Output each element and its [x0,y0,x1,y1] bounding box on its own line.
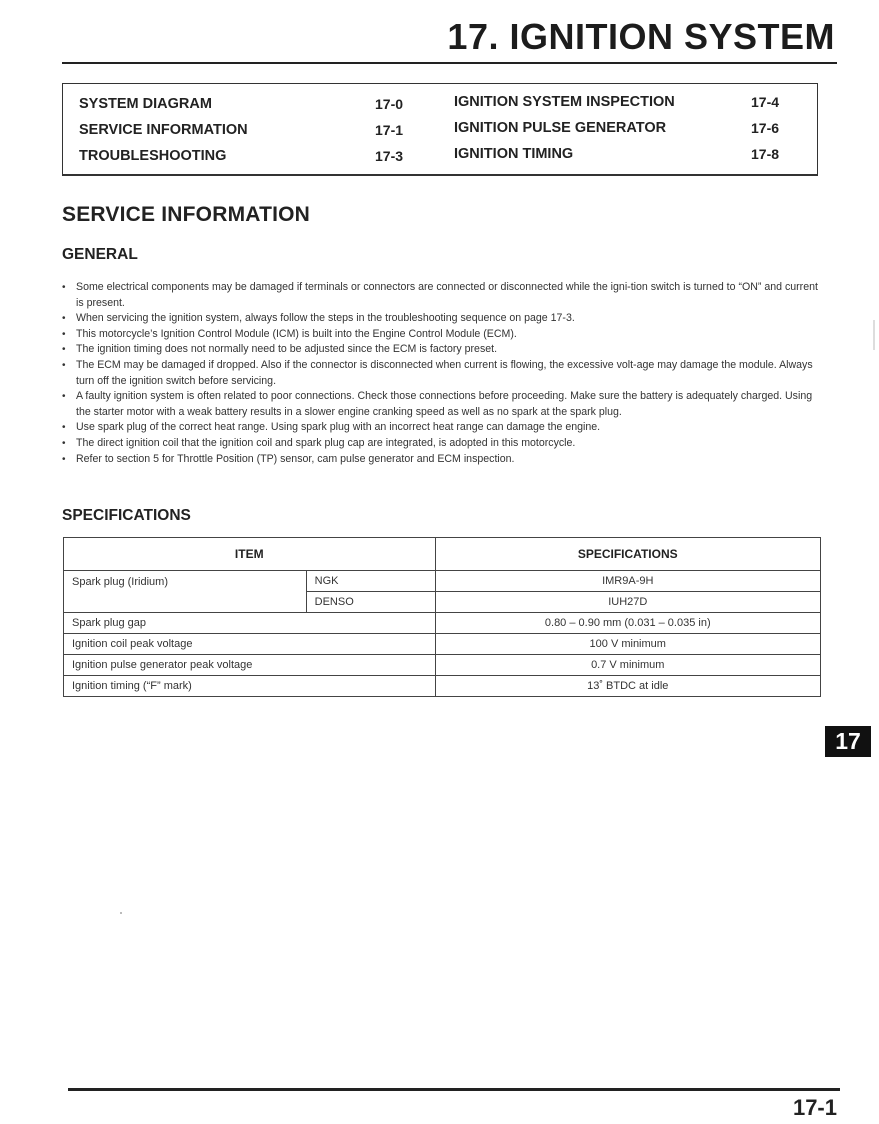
service-information-heading: SERVICE INFORMATION [62,203,311,226]
spec-value: 100 V minimum [435,634,821,655]
specifications-table [63,537,821,697]
table-row [64,613,821,634]
spark-plug-value: IMR9A-9H [435,571,821,592]
table-row [64,676,821,697]
spec-value: 0.80 – 0.90 mm (0.031 – 0.035 in) [435,613,821,634]
list-item: • Use spark plug of the correct heat range. Using spark plug with an incorrect heat range can damage the engine. [62,420,822,436]
header-specifications: SPECIFICATIONS [435,538,821,571]
spark-plug-value: IUH27D [435,592,821,613]
general-notes-list [62,280,822,467]
page-number: 17-1 [792,1095,837,1120]
toc-item-ignition-pulse-generator[interactable]: IGNITION PULSE GENERATOR [454,120,667,136]
toc-item-ignition-timing[interactable]: IGNITION TIMING [454,146,574,162]
list-item: • When servicing the ignition system, always follow the steps in the troubleshooting sequence on page 17-3. [62,311,822,327]
toc-item-system-diagram[interactable]: SYSTEM DIAGRAM [79,96,212,112]
scan-edge-mark [873,320,875,350]
toc-item-service-information[interactable]: SERVICE INFORMATION [79,122,248,138]
list-item: • Some electrical components may be damaged if terminals or connectors are connected or disconnected while the igni-tion switch is turned to “ON” and current is present. [62,280,822,311]
specifications-heading: SPECIFICATIONS [62,507,191,524]
list-item: • The direct ignition coil that the ignition coil and spark plug cap are integrated, is adopted in this motorcycle. [62,436,822,452]
toc-page-ignition-system-inspection: 17-4 [751,94,780,110]
list-item: • This motorcycle’s Ignition Control Module (ICM) is built into the Engine Control Module (ECM). [62,327,822,343]
table-row [64,571,821,592]
spark-plug-label: Spark plug (Iridium) [64,571,307,613]
footer-rule [68,1088,840,1091]
title-rule [62,62,837,64]
toc-page-service-information: 17-1 [375,122,404,138]
spec-item: Ignition timing (“F” mark) [64,676,436,697]
list-item: • A faulty ignition system is often related to poor connections. Check those connections before proceeding. Make sure the battery is adequately charged. Using the starter motor with a weak battery results in a slower engine cranking speed as well as no spark at the spark plug. [62,389,822,420]
header-item: ITEM [64,538,436,571]
spec-value: 0.7 V minimum [435,655,821,676]
toc-item-troubleshooting[interactable]: TROUBLESHOOTING [79,148,227,164]
page-title: 17. IGNITION SYSTEM [447,16,835,57]
scan-speck [120,912,122,914]
spec-item: Spark plug gap [64,613,436,634]
spec-item: Ignition pulse generator peak voltage [64,655,436,676]
spark-plug-brand: DENSO [306,592,435,613]
list-item: • Refer to section 5 for Throttle Position (TP) sensor, cam pulse generator and ECM inspection. [62,452,822,468]
table-row [64,655,821,676]
toc-item-ignition-system-inspection[interactable]: IGNITION SYSTEM INSPECTION [454,94,675,110]
toc-page-ignition-pulse-generator: 17-6 [751,120,780,136]
toc-page-system-diagram: 17-0 [375,96,404,112]
spec-value: 13˚ BTDC at idle [435,676,821,697]
table-of-contents [62,83,818,176]
spec-item: Ignition coil peak voltage [64,634,436,655]
list-item: • The ECM may be damaged if dropped. Also if the connector is disconnected when current is flowing, the excessive volt-age may damage the module. Always turn off the ignition switch before servicing. [62,358,822,389]
toc-page-troubleshooting: 17-3 [375,148,404,164]
table-row [64,634,821,655]
section-tab-marker: 17 [825,726,871,757]
spark-plug-brand: NGK [306,571,435,592]
general-heading: GENERAL [62,246,138,263]
table-header-row [64,538,821,571]
list-item: • The ignition timing does not normally need to be adjusted since the ECM is factory preset. [62,342,822,358]
toc-page-ignition-timing: 17-8 [751,146,780,162]
